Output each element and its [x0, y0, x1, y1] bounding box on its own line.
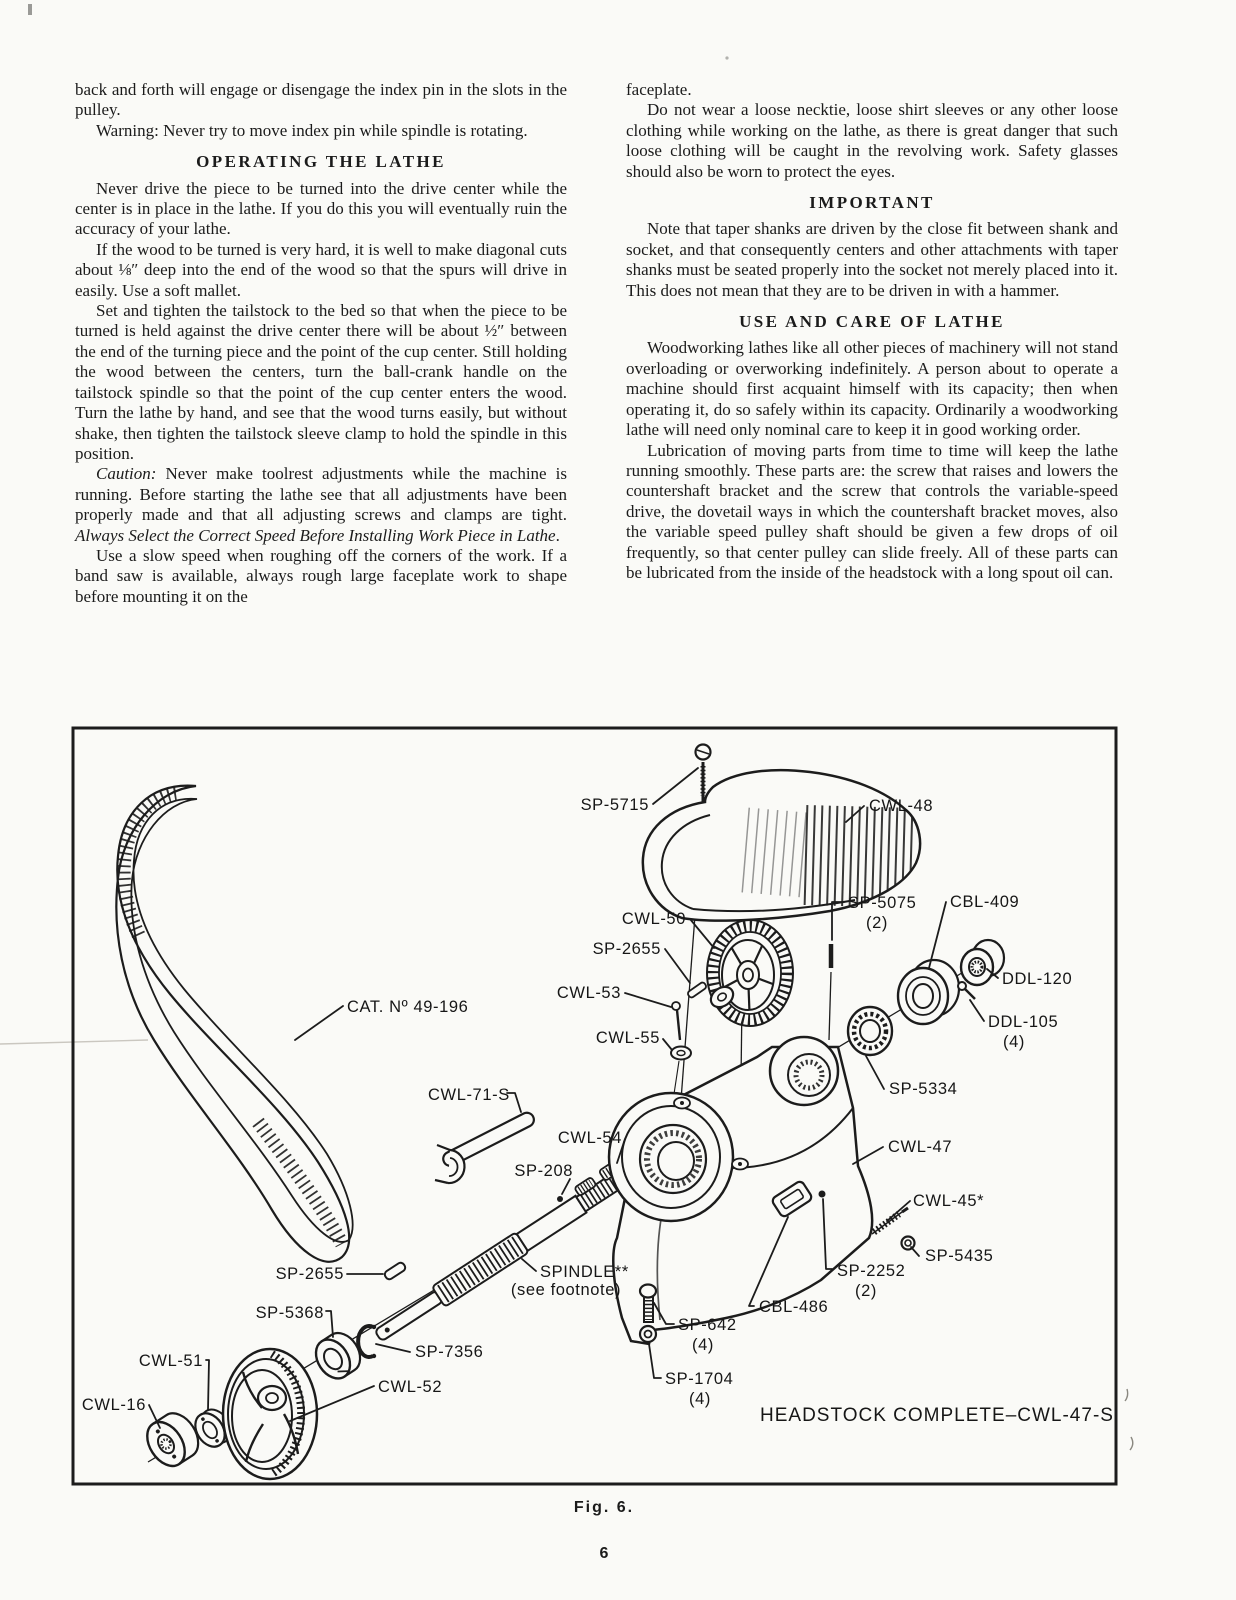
paragraph: Use a slow speed when roughing off the corners of the work. If a band saw is available, always rough large faceplate work to shape before mounting it on the: [75, 545, 567, 606]
section-heading: OPERATING THE LATHE: [196, 152, 446, 172]
leader-line: [653, 768, 698, 804]
paragraph: Caution: Never make toolrest adjustments while the machine is running. Before starting the lathe see that all adjustments have been properly made and that all adjusting screws and clamps are tight. Always Select the Correct Speed Before Installing Work Piece in Lathe.: [75, 464, 567, 545]
pulley-cwl50-drawing: [707, 920, 793, 1026]
part-label: CWL-45*: [913, 1192, 985, 1210]
part-label: CBL-486: [759, 1298, 829, 1316]
part-label: CWL-71-S: [428, 1086, 510, 1104]
part-label: CWL-47: [888, 1138, 953, 1156]
paragraph: Lubrication of moving parts from time to time will keep the lathe running smoothly. These parts are: the screw that raises and lowers the countershaft bracket and the screw that controls the variable-speed drive, the dovetail ways in which the countershaft bracket moves, also the variable speed pulley shaft should be given a few drops of oil frequently, so that center pulley can slide freely. All of these parts can be lubricated from the inside of the headstock with a long spout oil can.: [626, 440, 1118, 582]
part-label-qty: (4): [692, 1336, 714, 1354]
part-label: DDL-120: [1002, 970, 1073, 988]
paragraph: back and forth will engage or disengage the index pin in the slots in the pulley.: [75, 80, 567, 120]
part-label: CWL-51: [138, 1352, 203, 1370]
paragraph: Warning: Never try to move index pin while spindle is rotating.: [96, 120, 528, 140]
leader-line: [887, 1201, 910, 1221]
part-label: DDL-105: [988, 1013, 1059, 1031]
pulley-cwl52-drawing: [223, 1349, 317, 1479]
leader-line: [911, 1247, 919, 1256]
leader-line: [326, 1311, 333, 1337]
part-label: SP-2655: [275, 1265, 344, 1283]
part-label: SP-5368: [255, 1304, 324, 1322]
paragraph: faceplate.: [626, 80, 692, 99]
paragraph: Woodworking lathes like all other pieces of machinery will not stand overloading or overworking indefinitely. A person about to operate a machine should first acquaint himself with its capacity; then when operating it, do so safely within its capacity. Ordinarily a woodworking lathe will need only nominal care to keep it in good working order.: [626, 338, 1118, 440]
section-heading: USE AND CARE OF LATHE: [739, 312, 1005, 332]
leader-line: [625, 993, 671, 1007]
leader-line: [866, 1056, 884, 1089]
part-label: CWL-50: [621, 910, 686, 928]
leader-line: [970, 1000, 984, 1021]
part-label: SP-7356: [415, 1343, 484, 1361]
part-label: CWL-55: [595, 1029, 660, 1047]
part-label: SP-5435: [925, 1247, 994, 1265]
hub-cwl16-drawing: [140, 1406, 206, 1472]
part-labels: [82, 768, 1114, 1428]
hole-sp2252-drawing: [819, 1191, 826, 1198]
leader-line: [649, 1344, 661, 1378]
collar-cbl409-drawing: [898, 960, 959, 1024]
part-label: SP-1704: [665, 1370, 734, 1388]
paragraph: Note that taper shanks are driven by the close fit between shank and socket, and that consequently centers and other attachments with taper shanks must be seated properly into the socket not merely placed into it. This does not mean that they are to be driven in with a hammer.: [626, 219, 1118, 300]
part-label: CWL-54: [557, 1129, 622, 1147]
part-label-qty: (2): [866, 914, 888, 932]
leader-line: [929, 902, 946, 968]
part-label: SP-642: [678, 1316, 737, 1334]
part-label: (see footnote): [510, 1281, 622, 1299]
part-label: SP-5715: [580, 796, 649, 814]
part-label: CWL-53: [556, 984, 621, 1002]
washer-sp1704-drawing: [640, 1326, 656, 1342]
part-label: SP-5334: [889, 1080, 958, 1098]
section-heading: IMPORTANT: [809, 193, 935, 213]
part-label: CBL-409: [950, 893, 1020, 911]
paragraph: If the wood to be turned is very hard, it is well to make diagonal cuts about ⅛″ deep into the end of the wood so that the spurs will drive in easily. Use a soft mallet.: [75, 239, 567, 300]
part-label-qty: (4): [689, 1390, 711, 1408]
figure-border: [73, 728, 1116, 1484]
leader-line: [295, 1006, 343, 1040]
paragraph: Never drive the piece to be turned into the drive center while the center is in place in the lathe. If you do this you will eventually ruin the accuracy of your lathe.: [75, 178, 567, 239]
figure-caption: Fig. 6.: [573, 1499, 635, 1516]
paragraph: Set and tighten the tailstock to the bed so that when the piece to be turned is held against the drive center there will be about ½″ between the end of the turning piece and the point of the cup center. Still holding the wood between the centers, turn the ball-crank handle on the tailstock spindle so that the point of the cup center enters the wood. Turn the lathe by hand, and see that the wood turns easily, but without shake, then tighten the tailstock sleeve clamp to hold the spindle in this position.: [75, 301, 567, 463]
part-label: SP-2655: [592, 940, 661, 958]
part-label: CWL-16: [81, 1396, 146, 1414]
part-label-qty: (2): [855, 1282, 877, 1300]
pin-cwl53-drawing: [672, 1002, 680, 1040]
leader-line: [206, 1360, 209, 1410]
leader-line: [376, 1344, 410, 1352]
part-label: CWL-52: [378, 1378, 443, 1396]
key-sp2655-lower-drawing: [383, 1261, 406, 1281]
part-label: CWL-48: [869, 797, 934, 815]
leader-line: [522, 1259, 536, 1271]
part-label: SP-5075: [848, 894, 917, 912]
leader-line: [665, 949, 690, 983]
leader-line: [663, 1039, 672, 1050]
paragraph: Do not wear a loose necktie, loose shirt sleeves or any other loose clothing while working on the lathe, as there is great danger that such loose clothing will be caught in the revolving work. Safety glasses should also be worn to protect the eyes.: [626, 100, 1118, 181]
part-label-qty: (4): [1003, 1033, 1025, 1051]
part-label: CAT. Nº 49-196: [347, 998, 469, 1016]
part-label: SP-208: [514, 1162, 573, 1180]
spring-cwl45-drawing: [872, 1208, 908, 1234]
page-number: 6: [599, 1545, 609, 1562]
part-label: HEADSTOCK COMPLETE–CWL-47-S: [760, 1405, 1114, 1426]
part-label: SP-2252: [837, 1262, 906, 1280]
part-label: SPINDLE**: [540, 1263, 629, 1281]
bearing-sp5334-drawing: [848, 1007, 892, 1055]
leader-line: [562, 1179, 570, 1194]
washer-cwl55-drawing: [671, 1047, 691, 1095]
screw-sp208-drawing: [557, 1196, 563, 1202]
